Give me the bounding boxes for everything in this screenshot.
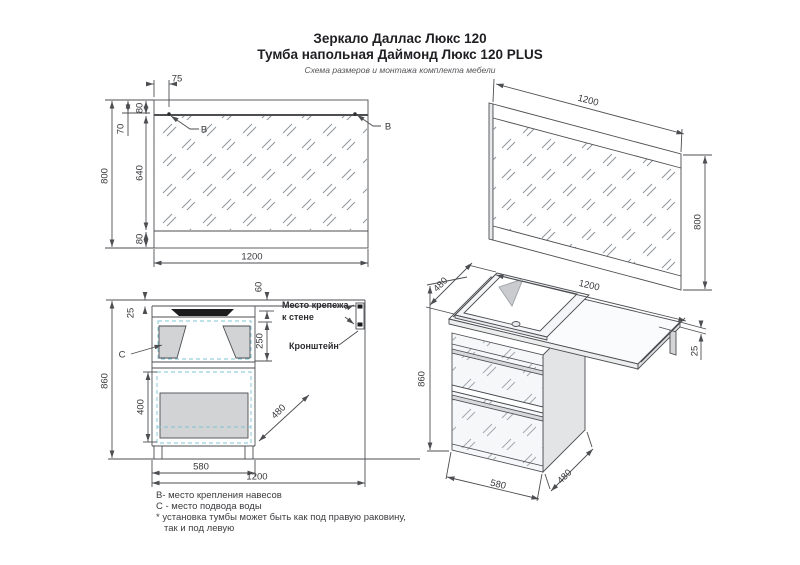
water-point-label: С	[118, 349, 126, 361]
dim-label-60: 60	[253, 281, 265, 293]
dim-label-860-persp: 860	[416, 371, 428, 387]
dim-label-70: 70	[115, 123, 127, 135]
hanger-label-right: В	[384, 121, 392, 133]
note-water: С - место подвода воды	[156, 501, 262, 512]
leg-right	[245, 446, 253, 459]
cabinet-perspective-view	[426, 263, 706, 501]
dim-860-front	[106, 300, 152, 458]
drawer-box-lower	[160, 393, 248, 438]
leg-left	[154, 446, 162, 459]
dim-label-400: 400	[135, 399, 147, 415]
dim-label-25-persp: 25	[689, 345, 701, 357]
drawer-side-left	[159, 326, 186, 358]
dim-label-580-persp: 580	[489, 477, 508, 492]
dim-label-480-top-persp: 480	[431, 275, 451, 295]
dim-label-250: 250	[254, 333, 266, 349]
mirror-front-view	[105, 80, 381, 267]
sink-drain	[512, 322, 520, 327]
dim-label-800-mirror-persp: 800	[692, 214, 704, 230]
dim-480-front	[259, 395, 309, 441]
callout-wall-mount-line1: Место крепежа	[282, 300, 349, 310]
callout-bracket: Кронштейн	[289, 341, 339, 351]
dim-label-1200-persp: 1200	[577, 277, 601, 294]
dim-label-75: 75	[171, 73, 183, 85]
hanger-label-left: В	[200, 124, 208, 136]
dim-label-800: 800	[99, 168, 111, 184]
dim-label-1200-front: 1200	[246, 471, 268, 483]
drawer-side-right	[223, 326, 250, 358]
dim-label-580-front: 580	[193, 461, 209, 473]
callout-wall-mount-line2: к стене	[282, 312, 314, 322]
dim-label-1200-mirror: 1200	[241, 251, 263, 263]
dim-label-640: 640	[134, 165, 146, 181]
hanger-point-right	[353, 112, 356, 115]
page-title-cabinet: Тумба напольная Даймонд Люкс 120 PLUS	[257, 47, 543, 62]
note-installation-1: * установка тумбы может быть как под правую раковину,	[156, 512, 406, 523]
page-subtitle: Схема размеров и монтажа комплекта мебели	[304, 65, 496, 75]
dim-label-1200-mirror-persp: 1200	[576, 92, 600, 109]
cabinet-front-view	[106, 292, 420, 487]
dim-label-480-front: 480	[269, 402, 289, 422]
water-point-leader	[131, 345, 162, 354]
dim-label-860-front: 860	[99, 373, 111, 389]
mirror-glass-hatch	[155, 116, 367, 230]
mirror-perspective-view	[489, 79, 712, 290]
dim-60-front	[259, 292, 274, 319]
note-hangers: В- место крепления навесов	[156, 490, 282, 501]
sink-silhouette	[171, 309, 234, 316]
title-block	[0, 31, 800, 75]
note-installation-2: так и под левую	[164, 523, 235, 534]
page-title-mirror: Зеркало Даллас Люкс 120	[313, 31, 487, 46]
dim-label-80-top: 80	[134, 102, 146, 114]
hanger-point-left	[167, 112, 170, 115]
dim-label-25-front: 25	[125, 307, 137, 319]
legend-notes	[156, 490, 406, 534]
dim-label-480-bottom-persp: 480	[555, 467, 575, 487]
dim-label-80-bottom: 80	[134, 233, 146, 245]
